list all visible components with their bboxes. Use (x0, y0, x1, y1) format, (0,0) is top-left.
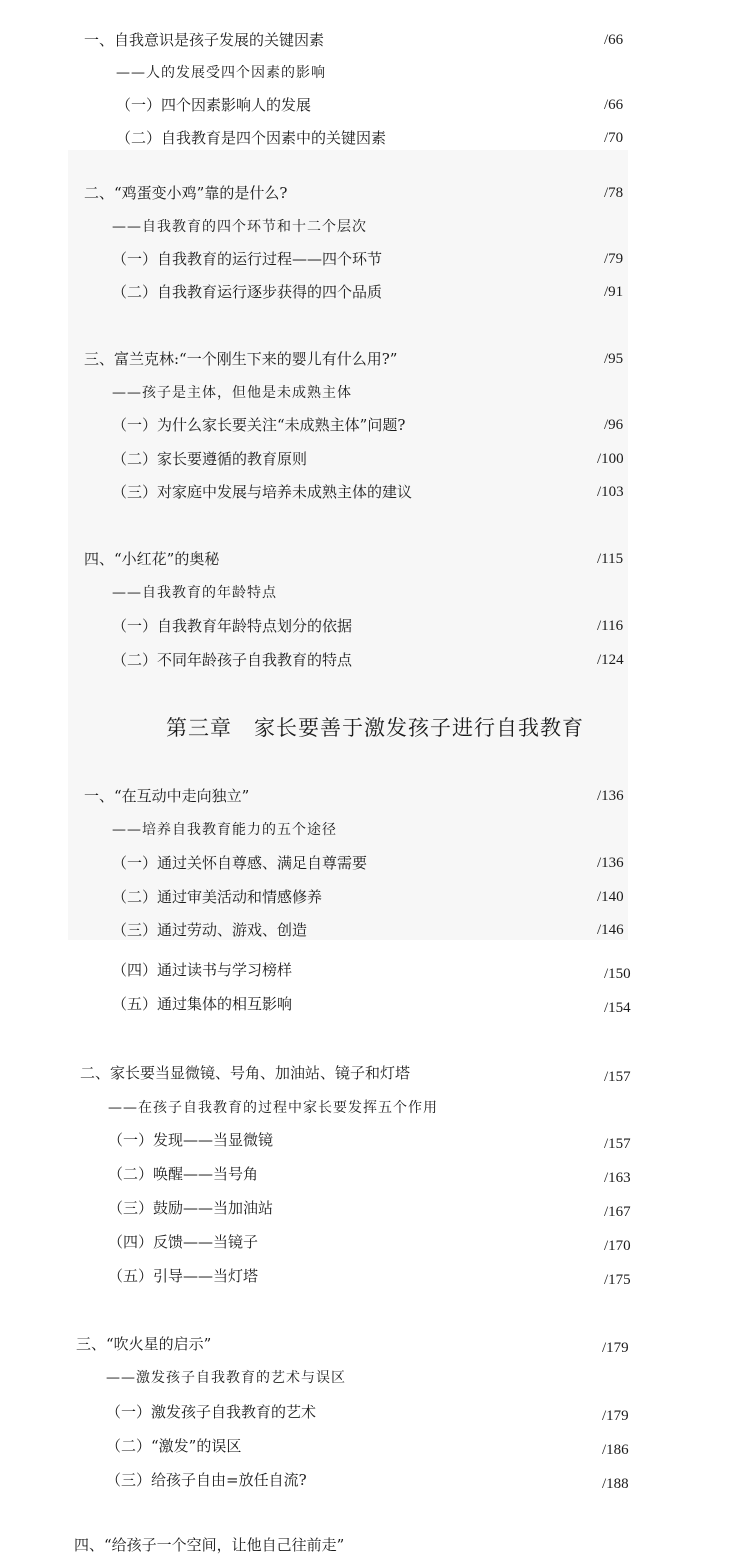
toc-page-number: /78 (604, 185, 624, 201)
toc-page-number: /103 (597, 484, 624, 500)
toc-heading: 一、自我意识是孩子发展的关键因素 (84, 31, 325, 49)
toc-item: （一）通过关怀自尊感、满足自尊需要 (112, 854, 368, 872)
toc-subtitle: ——人的发展受四个因素的影响 (116, 65, 326, 81)
toc-item: （一）自我教育年龄特点划分的依据 (112, 617, 353, 635)
toc-heading: 四、“小红花”的奥秘 (84, 550, 220, 568)
toc-page-number: /167 (604, 1204, 631, 1220)
toc-page-number: /100 (597, 451, 624, 467)
toc-item: （二）通过审美活动和情感修养 (112, 888, 323, 906)
toc-page-number: /179 (602, 1408, 629, 1424)
toc-page-number: /79 (604, 251, 624, 267)
toc-page-number: /91 (604, 284, 624, 300)
toc-heading: 一、“在互动中走向独立” (84, 787, 250, 805)
toc-subtitle: ——孩子是主体，但他是未成熟主体 (112, 385, 352, 401)
toc-heading: 二、家长要当显微镜、号角、加油站、镜子和灯塔 (80, 1064, 411, 1082)
toc-page-number: /136 (597, 855, 624, 871)
toc-page-number: /70 (604, 130, 624, 146)
toc-subtitle: ——自我教育的四个环节和十二个层次 (112, 219, 367, 235)
toc-page-number: /150 (604, 966, 631, 982)
toc-item: （五）通过集体的相互影响 (112, 995, 293, 1013)
toc-subtitle: ——培养自我教育能力的五个途径 (112, 822, 337, 838)
toc-item: （一）激发孩子自我教育的艺术 (106, 1403, 317, 1421)
toc-page-number: /116 (597, 618, 624, 634)
toc-page-number: /115 (597, 551, 624, 567)
toc-page-number: /95 (604, 351, 624, 367)
toc-page-number: /154 (604, 1000, 631, 1016)
toc-heading: 二、“鸡蛋变小鸡”靠的是什么? (84, 184, 288, 202)
toc-item: （二）自我教育运行逐步获得的四个品质 (112, 283, 383, 301)
toc-item: （四）通过读书与学习榜样 (112, 961, 293, 979)
toc-page-number: /96 (604, 417, 624, 433)
chapter-title: 第三章 家长要善于激发孩子进行自我教育 (166, 716, 584, 740)
toc-page-number: /170 (604, 1238, 631, 1254)
toc-page-number: /66 (604, 97, 624, 113)
toc-item: （二）家长要遵循的教育原则 (112, 450, 308, 468)
toc-page-number: /136 (597, 788, 624, 804)
toc-item: （一）自我教育的运行过程——四个环节 (112, 250, 383, 268)
toc-page-number: /188 (602, 1476, 629, 1492)
toc-subtitle: ——激发孩子自我教育的艺术与误区 (106, 1370, 346, 1386)
toc-item: （一）为什么家长要关注“未成熟主体”问题? (112, 416, 406, 434)
toc-item: （一）发现——当显微镜 (108, 1131, 274, 1149)
toc-item: （四）反馈——当镜子 (108, 1233, 259, 1251)
toc-item: （三）鼓励——当加油站 (108, 1199, 274, 1217)
toc-page-number: /140 (597, 889, 624, 905)
toc-item: （二）“激发”的误区 (106, 1437, 242, 1455)
toc-page-number: /157 (604, 1136, 631, 1152)
toc-page-number: /66 (604, 32, 624, 48)
toc-item: （三）通过劳动、游戏、创造 (112, 921, 308, 939)
toc-subtitle: ——在孩子自我教育的过程中家长要发挥五个作用 (108, 1100, 438, 1116)
toc-page-number: /179 (602, 1340, 629, 1356)
toc-item: （一）四个因素影响人的发展 (116, 96, 312, 114)
toc-page-number: /186 (602, 1442, 629, 1458)
toc-heading-cut-off: 四、“给孩子一个空间，让他自己往前走” (74, 1536, 345, 1554)
toc-item: （三）对家庭中发展与培养未成熟主体的建议 (112, 483, 413, 501)
toc-page-number: /146 (597, 922, 624, 938)
toc-item: （三）给孩子自由=放任自流? (106, 1471, 307, 1489)
toc-item: （二）唤醒——当号角 (108, 1165, 259, 1183)
toc-item: （二）自我教育是四个因素中的关键因素 (116, 129, 387, 147)
toc-page-number: /124 (597, 652, 624, 668)
toc-item: （二）不同年龄孩子自我教育的特点 (112, 651, 353, 669)
toc-heading: 三、“吹火星的启示” (76, 1335, 212, 1353)
toc-item: （五）引导——当灯塔 (108, 1267, 259, 1285)
toc-page-number: /163 (604, 1170, 631, 1186)
toc-page-number: /157 (604, 1069, 631, 1085)
toc-heading: 三、富兰克林:“一个刚生下来的婴儿有什么用?” (84, 350, 398, 368)
toc-subtitle: ——自我教育的年龄特点 (112, 585, 277, 601)
toc-page-number: /175 (604, 1272, 631, 1288)
